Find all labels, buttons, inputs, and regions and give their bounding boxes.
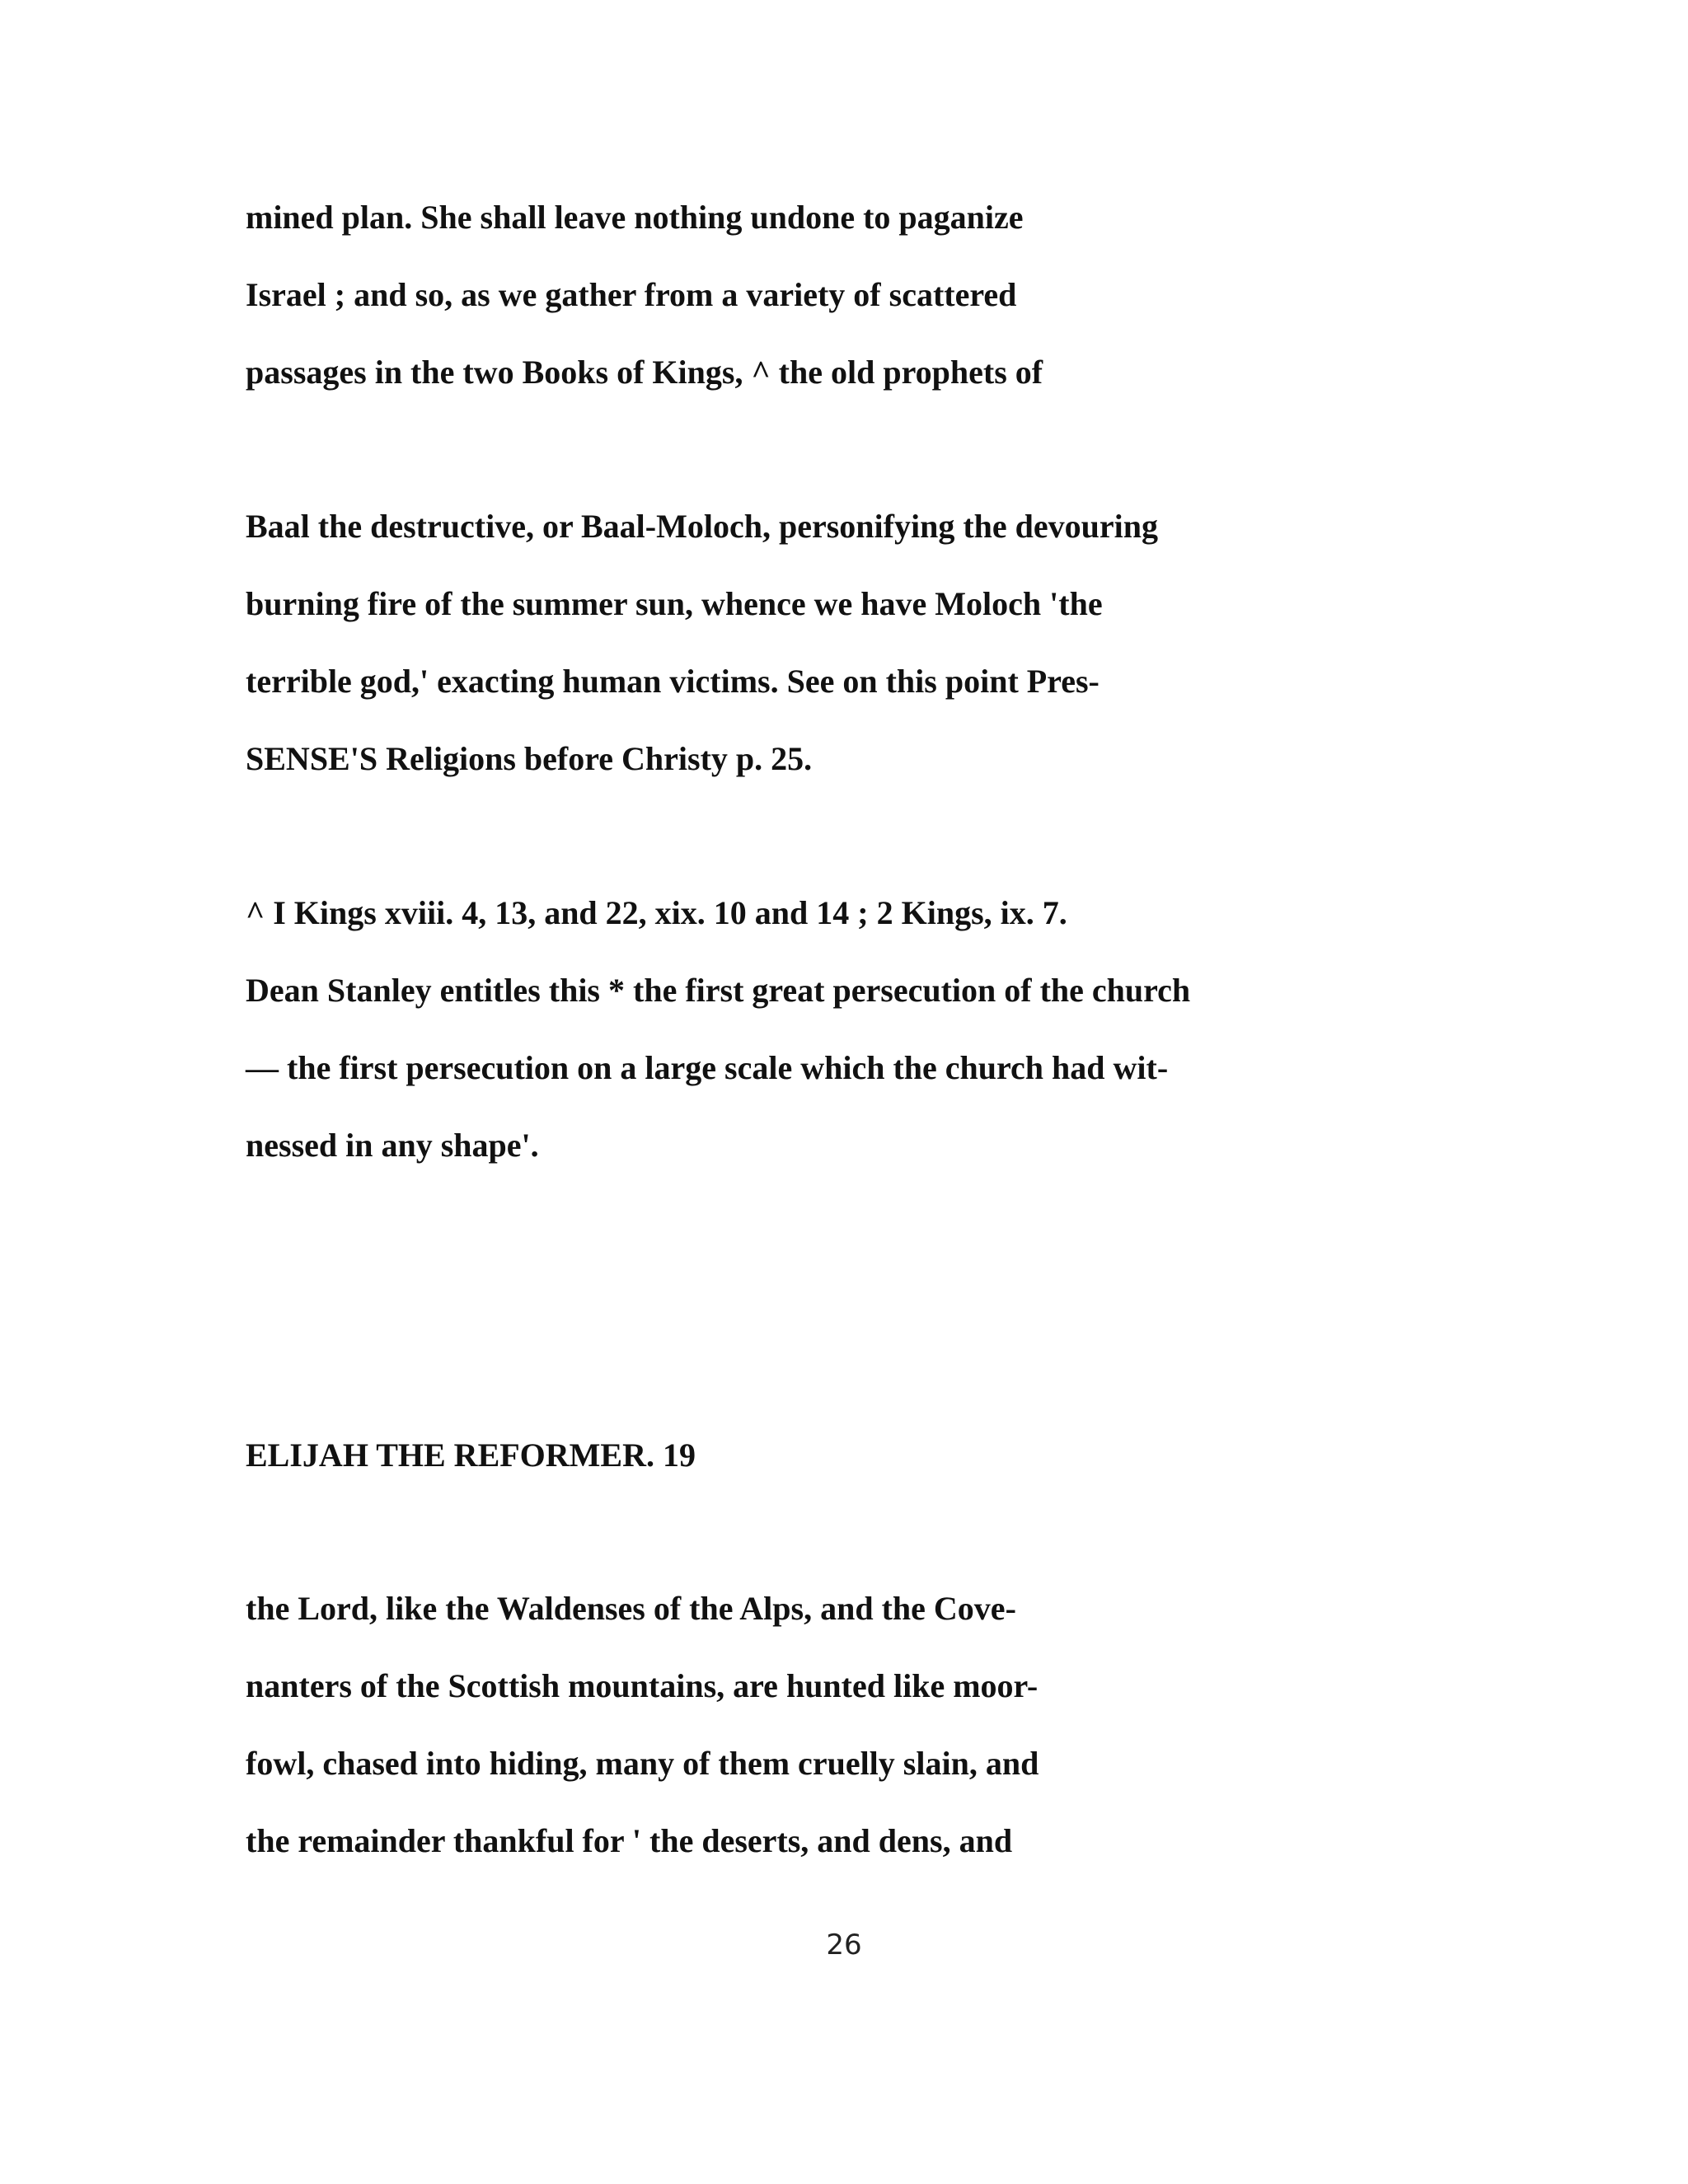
running-header: ELIJAH THE REFORMER. 19	[246, 1436, 696, 1474]
footnote-line: nessed in any shape'.	[246, 1127, 539, 1164]
text-line: SENSE'S Religions before Christy p. 25.	[246, 740, 813, 777]
text-line: the Lord, like the Waldenses of the Alps, and the Cove-	[246, 1590, 1016, 1627]
text-line: nanters of the Scottish mountains, are hunted like moor-	[246, 1667, 1039, 1704]
text-line: Baal the destructive, or Baal-Moloch, personifying the devouring	[246, 508, 1158, 545]
text-line: passages in the two Books of Kings, ^ the old prophets of	[246, 354, 1043, 391]
text-line: Israel ; and so, as we gather from a variety of scattered	[246, 276, 1017, 313]
text-line: mined plan. She shall leave nothing undone to paganize	[246, 199, 1024, 236]
page-number: 26	[826, 1929, 862, 1961]
text-line: burning fire of the summer sun, whence we have Moloch 'the	[246, 585, 1103, 622]
text-line: fowl, chased into hiding, many of them cruelly slain, and	[246, 1745, 1039, 1782]
footnote-line: — the first persecution on a large scale which the church had wit-	[246, 1049, 1169, 1086]
text-line: terrible god,' exacting human victims. See on this point Pres-	[246, 663, 1100, 700]
footnote-line: Dean Stanley entitles this * the first great persecution of the church	[246, 972, 1191, 1009]
footnote-line: ^ I Kings xviii. 4, 13, and 22, xix. 10 and 14 ; 2 Kings, ix. 7.	[246, 894, 1067, 931]
text-line: the remainder thankful for ' the deserts, and dens, and	[246, 1822, 1013, 1859]
